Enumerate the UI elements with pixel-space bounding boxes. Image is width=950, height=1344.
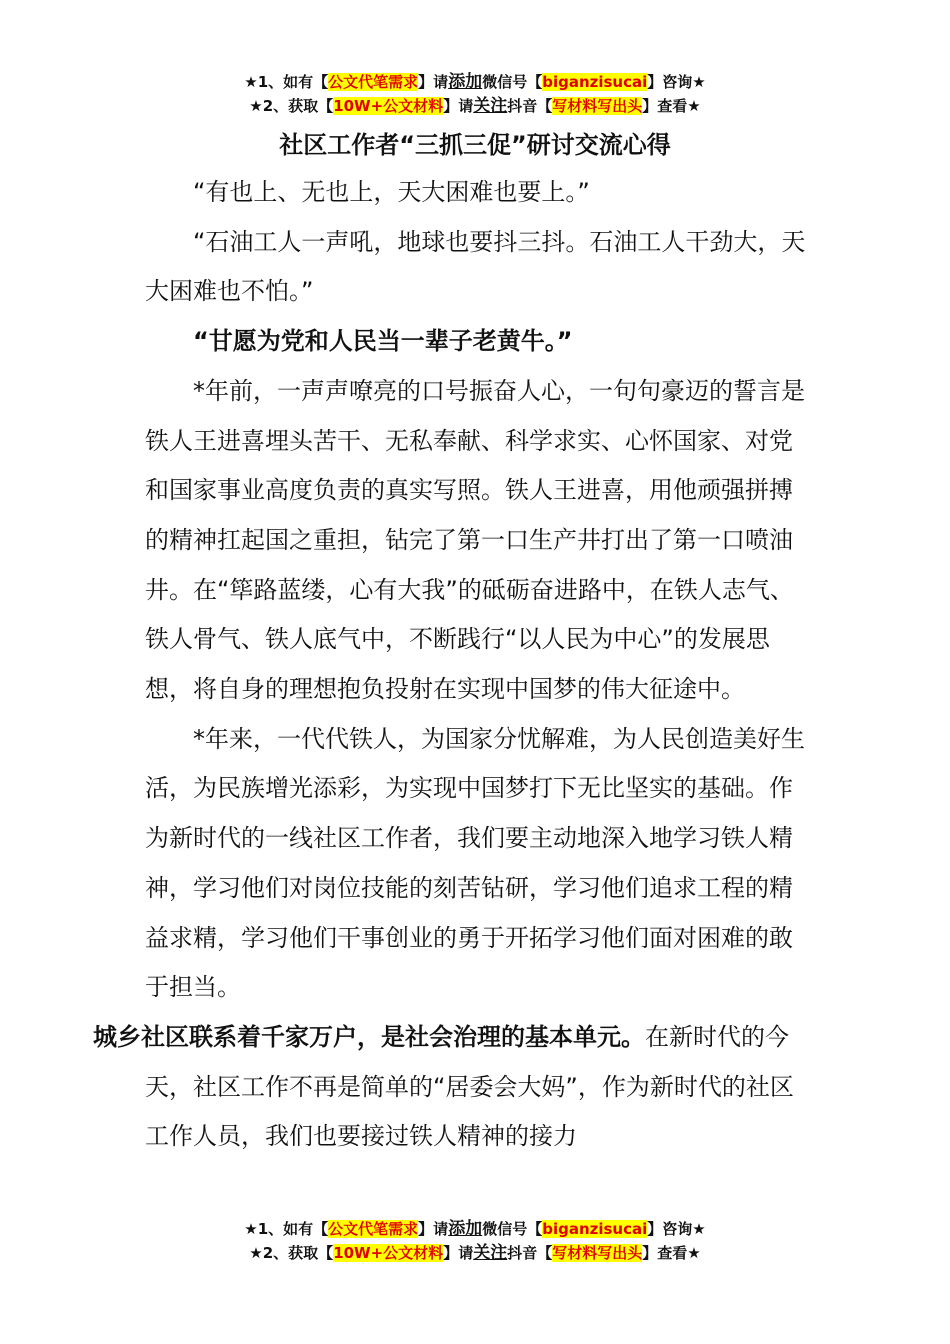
paragraph-2: “石油工人一声吼，地球也要抖三抖。石油工人干劲大，天大困难也不怕。” xyxy=(145,227,806,306)
promo-text: ★1、如有【 xyxy=(244,73,329,91)
promo-underlined: 添加 xyxy=(448,1219,483,1239)
document-body xyxy=(93,168,815,1162)
promo-text: 】请 xyxy=(418,1220,449,1238)
promo-line-2 xyxy=(0,1241,950,1265)
promo-underlined: 添加 xyxy=(448,72,483,92)
promo-underlined: 关注 xyxy=(473,1243,508,1263)
promo-text: 】请 xyxy=(443,97,474,115)
promo-text: 抖音【 xyxy=(507,97,553,115)
promo-line-1 xyxy=(0,70,950,94)
promo-text: 】查看★ xyxy=(642,97,701,115)
paragraph-4: *年前，一声声嘹亮的口号振奋人心，一句句豪迈的誓言是铁人王进喜埋头苦干、无私奉献、科学求实、心怀国家、对党和国家事业高度负责的真实写照。铁人王进喜，用他顽强拼搏的精神扛起国之重担，钻完了第一口生产井打出了第一口喷油井。在“筚路蓝缕，心有大我”的砥砺奋进路中，在铁人志气、铁人骨气、铁人底气中，不断践行“以人民为中心”的发展思想，将自身的理想抱负投射在实现中国梦的伟大征途中。 xyxy=(145,376,805,704)
promo-text: 抖音【 xyxy=(507,1244,553,1262)
promo-highlight: 写材料写出头 xyxy=(552,97,643,115)
paragraph-1: “有也上、无也上，天大困难也要上。” xyxy=(193,178,590,206)
promo-text: 微信号【 xyxy=(482,73,543,91)
promo-highlight: 写材料写出头 xyxy=(552,1244,643,1262)
promo-text: 微信号【 xyxy=(482,1220,543,1238)
document-title: 社区工作者“三抓三促”研讨交流心得 xyxy=(279,131,671,159)
paragraph-6 xyxy=(93,1013,815,1162)
promo-text: 】请 xyxy=(443,1244,474,1262)
promo-highlight: biganzisucai xyxy=(542,73,648,91)
promo-highlight: 公文代笔需求 xyxy=(328,73,419,91)
promo-footer xyxy=(0,1217,950,1265)
promo-highlight: biganzisucai xyxy=(542,1220,648,1238)
promo-text: 】请 xyxy=(418,73,449,91)
paragraph-6-bold-lead: 城乡社区联系着千家万户，是社会治理的基本单元。 xyxy=(93,1022,645,1051)
paragraph-5: *年来，一代代铁人，为国家分忧解难，为人民创造美好生活，为民族增光添彩，为实现中国梦打下无比坚实的基础。作为新时代的一线社区工作者，我们要主动地深入地学习铁人精神，学习他们对岗位技能的刻苦钻研，学习他们追求工程的精益求精，学习他们干事创业的勇于开拓学习他们面对困难的敢于担当。 xyxy=(145,724,805,1002)
promo-text: 】查看★ xyxy=(642,1244,701,1262)
promo-text: ★2、获取【 xyxy=(249,97,334,115)
promo-highlight: 公文代笔需求 xyxy=(328,1220,419,1238)
promo-text: ★1、如有【 xyxy=(244,1220,329,1238)
promo-text: ★2、获取【 xyxy=(249,1244,334,1262)
promo-highlight: 10W+公文材料 xyxy=(333,1244,444,1262)
promo-text: 】咨询★ xyxy=(647,1220,706,1238)
promo-line-1 xyxy=(0,1217,950,1241)
promo-line-2 xyxy=(0,94,950,118)
paragraph-6-text: 在新时代的今天，社区工作不再是简单的“居委会大妈”，作为新时代的社区工作人员，我们也要接过铁人精神的接力 xyxy=(145,1022,794,1151)
promo-header xyxy=(0,70,950,118)
promo-text: 】咨询★ xyxy=(647,73,706,91)
promo-underlined: 关注 xyxy=(473,96,508,116)
promo-highlight: 10W+公文材料 xyxy=(333,97,444,115)
paragraph-3: “甘愿为党和人民当一辈子老黄牛。” xyxy=(193,327,573,356)
